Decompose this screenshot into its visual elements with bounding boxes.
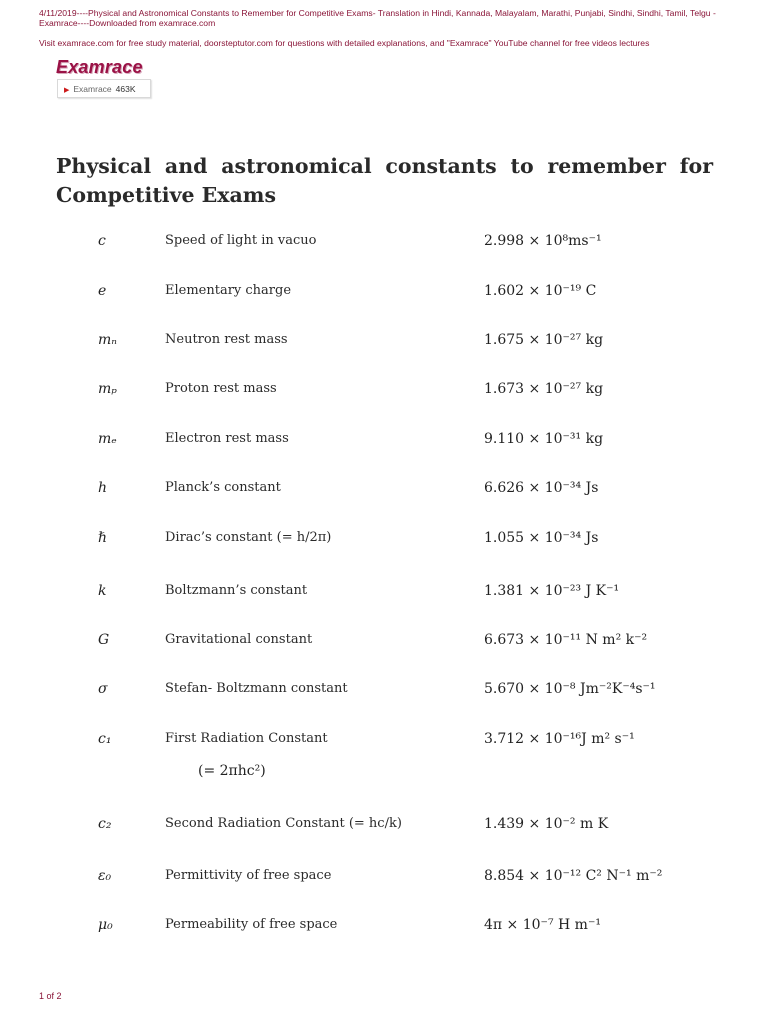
constant-name: Second Radiation Constant (= hc/k) [165,816,402,831]
youtube-subscribe-badge[interactable] [57,79,151,98]
constant-symbol: c [98,233,106,249]
examrace-logo[interactable]: Examrace [56,57,143,77]
constant-symbol: c₁ [98,731,112,747]
constant-symbol: σ [98,681,108,697]
channel-name: Examrace [73,84,112,94]
table-row [0,332,768,362]
play-icon: ▶ [64,87,70,94]
constant-name: Electron rest mass [165,431,289,446]
table-row [0,681,768,711]
constant-value: 3.712 × 10⁻¹⁶J m² s⁻¹ [484,731,635,747]
constant-name: Neutron rest mass [165,332,288,347]
constant-symbol: μ₀ [98,917,113,933]
constant-symbol: ε₀ [98,868,112,884]
constant-value: 9.110 × 10⁻³¹ kg [484,431,604,447]
table-row [0,283,768,313]
constant-value: 1.055 × 10⁻³⁴ Js [484,530,599,546]
constant-symbol: mₑ [98,431,117,447]
table-row [0,868,768,898]
constant-value: 5.670 × 10⁻⁸ Jm⁻²K⁻⁴s⁻¹ [484,681,656,697]
constant-symbol: ℏ [98,530,108,546]
constant-value: 4π × 10⁻⁷ H m⁻¹ [484,917,601,933]
constant-symbol: mₙ [98,332,117,348]
constant-name: Planck’s constant [165,480,281,495]
constant-value: 6.626 × 10⁻³⁴ Js [484,480,599,496]
table-row [0,431,768,461]
constant-symbol: G [98,632,110,648]
constant-name: Speed of light in vacuo [165,233,317,248]
constant-name: Elementary charge [165,283,292,298]
page-indicator: 1 of 2 [39,991,62,1001]
constant-symbol: e [98,283,107,299]
constant-name: Stefan- Boltzmann constant [165,681,348,696]
constant-value: 1.675 × 10⁻²⁷ kg [484,332,604,348]
constant-value: 1.602 × 10⁻¹⁹ C [484,283,597,299]
constant-name: Gravitational constant [165,632,313,647]
constant-value: 8.854 × 10⁻¹² C² N⁻¹ m⁻² [484,868,663,884]
constant-value: 1.439 × 10⁻² m K [484,816,609,832]
subscriber-count: 463K [115,84,136,94]
table-row [0,530,768,560]
constant-name: Permittivity of free space [165,868,332,883]
table-row [0,233,768,263]
table-row [0,480,768,510]
constant-formula: (= 2πhc²) [198,763,266,779]
constant-symbol: mₚ [98,381,117,397]
constant-value: 6.673 × 10⁻¹¹ N m² k⁻² [484,632,648,648]
constant-value: 1.673 × 10⁻²⁷ kg [484,381,604,397]
constant-name: First Radiation Constant [165,731,328,746]
constant-value: 1.381 × 10⁻²³ J K⁻¹ [484,583,620,599]
download-header-text: 4/11/2019----Physical and Astronomical Constants to Remember for Competitive Exams- Translation in Hindi, Kannada, Malayalam, Marathi, Punjabi, Sindhi, Sindhi, Tamil, Telgu - Examrace----Downloaded from examrace.com [39,8,716,28]
constant-name: Permeability of free space [165,917,338,932]
table-row [0,731,768,791]
constant-name: Dirac’s constant (= h/2π) [165,530,332,545]
constant-name: Proton rest mass [165,381,277,396]
constant-symbol: k [98,583,107,599]
promo-text: Visit examrace.com for free study material, doorsteptutor.com for questions with detailed explanations, and "Examrace" YouTube channel for free videos lectures [39,38,650,48]
table-row [0,381,768,411]
table-row [0,816,768,846]
table-row [0,583,768,613]
constant-value: 2.998 × 10⁸ms⁻¹ [484,233,602,249]
table-row [0,632,768,662]
constant-name: Boltzmann’s constant [165,583,308,598]
page-title: Physical and astronomical constants to remember for Competitive Exams [56,154,713,207]
constant-symbol: h [98,480,108,496]
constant-symbol: c₂ [98,816,112,832]
table-row [0,917,768,947]
